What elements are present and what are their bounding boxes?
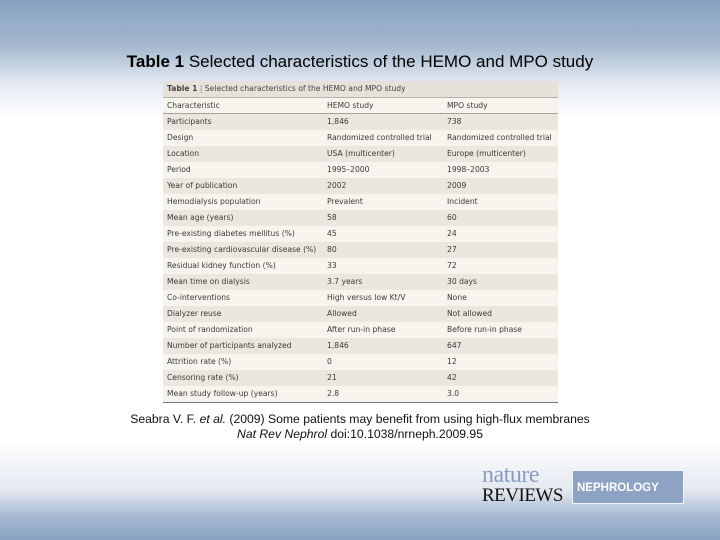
cell-mpo: Incident [447,197,478,206]
cell-hemo: USA (multicenter) [327,149,395,158]
cell-hemo: 1,846 [327,341,349,350]
citation-authors: Seabra V. F. [130,412,200,426]
cell-mpo: 30 days [447,277,478,286]
table-row [163,290,558,306]
cell-characteristic: Point of randomization [167,325,253,334]
cell-mpo: Europe (multicenter) [447,149,526,158]
cell-hemo: 21 [327,373,337,382]
cell-mpo: 738 [447,117,462,126]
cell-hemo: 1,846 [327,117,349,126]
table-row [163,226,558,242]
citation-et-al: et al. [199,412,226,426]
table-row [163,370,558,386]
citation-title: (2009) Some patients may benefit from using high-flux membranes [226,412,590,426]
cell-mpo: 1998–2003 [447,165,490,174]
slide-title-text: Selected characteristics of the HEMO and MPO study [184,52,594,71]
cell-hemo: 2.8 [327,389,340,398]
table-caption-text: Selected characteristics of the HEMO and MPO study [204,84,406,93]
slide-title-bold: Table 1 [126,52,185,71]
cell-mpo: Randomized controlled trial [447,133,552,142]
table-row [163,210,558,226]
cell-mpo: None [447,293,467,302]
cell-characteristic: Location [167,149,200,158]
table-row [163,386,558,403]
cell-hemo: Prevalent [327,197,363,206]
cell-mpo: 27 [447,245,457,254]
cell-hemo: 33 [327,261,337,270]
cell-hemo: 80 [327,245,337,254]
table-row [163,130,558,146]
cell-mpo: 2009 [447,181,467,190]
cell-mpo: 647 [447,341,462,350]
cell-mpo: 72 [447,261,457,270]
citation-line-1 [0,412,720,427]
cell-characteristic: Mean study follow-up (years) [167,389,278,398]
citation-line-2 [0,427,720,442]
logo-reviews-text: REVIEWS [482,485,563,506]
citation-journal: Nat Rev Nephrol [237,427,328,441]
cell-mpo: 3.0 [447,389,460,398]
column-header-hemo: HEMO study [327,101,374,110]
table-row [163,242,558,258]
cell-hemo: 0 [327,357,332,366]
cell-characteristic: Censoring rate (%) [167,373,239,382]
logo-nature-text: nature [482,462,539,488]
table-header-row [163,98,558,114]
cell-hemo: 1995–2000 [327,165,370,174]
cell-characteristic: Mean age (years) [167,213,234,222]
cell-characteristic: Period [167,165,191,174]
table-row [163,306,558,322]
table-caption-label: Table 1 [167,84,198,93]
cell-characteristic: Design [167,133,194,142]
cell-characteristic: Hemodialysis population [167,197,261,206]
table-row [163,162,558,178]
cell-characteristic: Number of participants analyzed [167,341,292,350]
cell-hemo: After run-in phase [327,325,396,334]
column-header-characteristic: Characteristic [167,101,220,110]
cell-characteristic: Pre-existing diabetes mellitus (%) [167,229,295,238]
cell-mpo: 12 [447,357,457,366]
cell-mpo: 42 [447,373,457,382]
cell-mpo: Not allowed [447,309,492,318]
table-row [163,178,558,194]
column-header-mpo: MPO study [447,101,488,110]
cell-characteristic: Participants [167,117,212,126]
slide-title [0,52,720,72]
table-row [163,274,558,290]
cell-mpo: Before run-in phase [447,325,522,334]
cell-hemo: 45 [327,229,337,238]
table-row [163,322,558,338]
cell-hemo: Randomized controlled trial [327,133,432,142]
table-row [163,354,558,370]
cell-hemo: 2002 [327,181,347,190]
cell-hemo: Allowed [327,309,357,318]
cell-characteristic: Residual kidney function (%) [167,261,276,270]
citation [0,412,720,442]
cell-hemo: 3.7 years [327,277,363,286]
cell-characteristic: Pre-existing cardiovascular disease (%) [167,245,317,254]
table-row [163,338,558,354]
citation-doi: doi:10.1038/nrneph.2009.95 [327,427,483,441]
table-row [163,114,558,130]
caption-separator: | [197,84,205,93]
table-row [163,194,558,210]
cell-characteristic: Co-interventions [167,293,231,302]
cell-characteristic: Dialyzer reuse [167,309,222,318]
cell-characteristic: Attrition rate (%) [167,357,232,366]
table-row [163,146,558,162]
cell-hemo: 58 [327,213,337,222]
table-row [163,258,558,274]
cell-characteristic: Year of publication [167,181,238,190]
table-caption [163,81,558,98]
characteristics-table [163,81,558,403]
cell-characteristic: Mean time on dialysis [167,277,250,286]
cell-mpo: 60 [447,213,457,222]
logo-journal-box: NEPHROLOGY [572,470,684,504]
nature-reviews-nephrology-logo [482,462,684,506]
cell-hemo: High versus low Kt/V [327,293,406,302]
cell-mpo: 24 [447,229,457,238]
